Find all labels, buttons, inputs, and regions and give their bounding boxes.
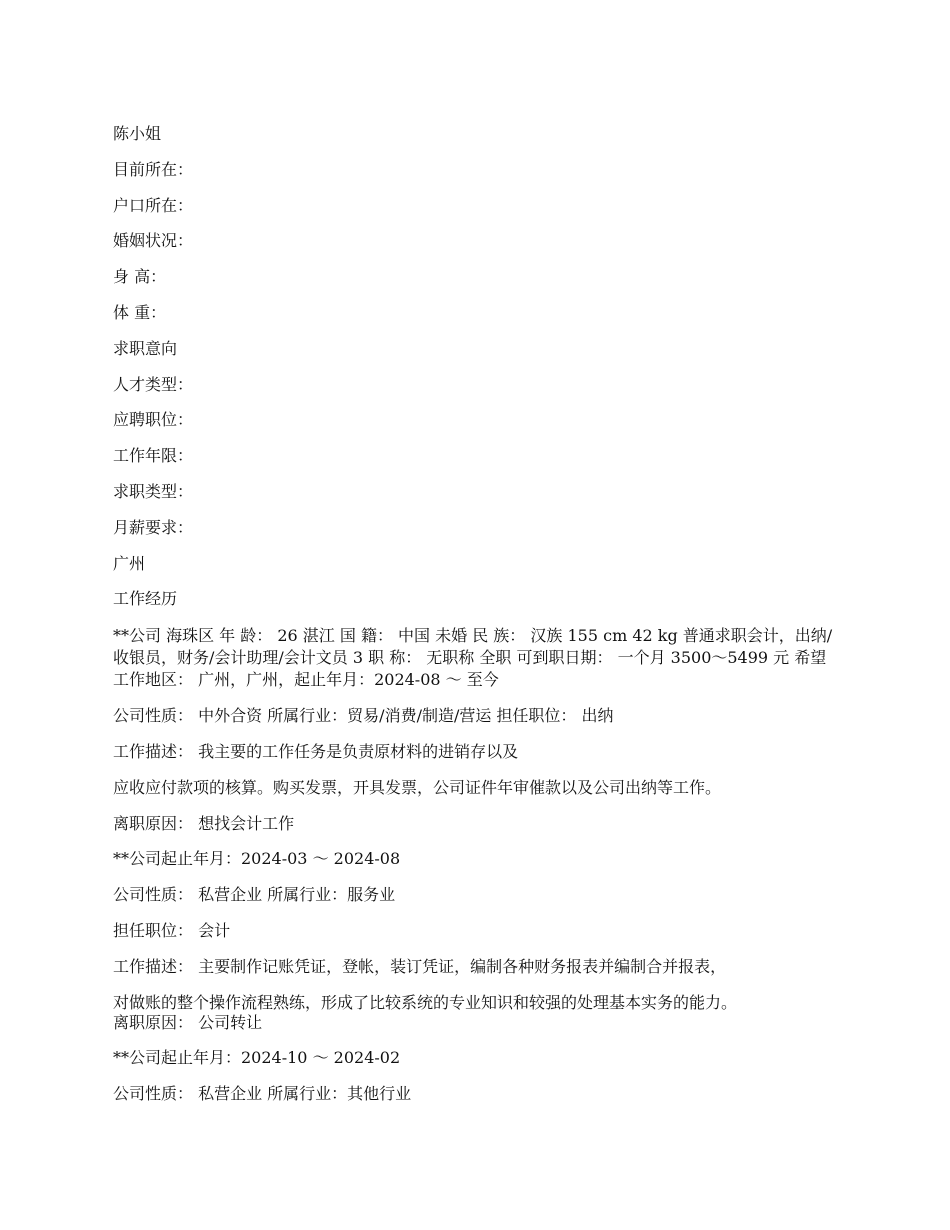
job-2-period: **公司起止年月：2024-03 ～ 2024-08 [113,849,401,869]
current-location-label: 目前所在： [113,159,194,179]
talent-type-label: 人才类型： [113,374,194,394]
job-1-description-line-1: 工作描述： 我主要的工作任务是负责原材料的进销存以及 [113,741,519,761]
job-1-summary: **公司 海珠区 年 龄： 26 湛江 国 籍： 中国 未婚 民 族： 汉族 155 cm 42 kg 普通求职会计，出纳/收银员，财务/会计助理/会计文员 3 职 称： 无职称 全职 可到职日期： 一个月 3500～5499 元 希望工作地区： 广州，广州，起止年月：2024-08 ～ 至今 [113,626,833,690]
job-2-role: 担任职位： 会计 [113,920,231,940]
job-3-period: **公司起止年月：2024-10 ～ 2024-02 [113,1048,401,1068]
height-label: 身 高： [113,267,167,287]
job-1-leave-reason: 离职原因： 想找会计工作 [113,813,295,833]
job-2-description-line-2: 对做账的整个操作流程熟练，形成了比较系统的专业知识和较强的处理基本实务的能力。 [113,992,738,1012]
job-type-label: 求职类型： [113,481,194,501]
job-2-nature: 公司性质： 私营企业 所属行业：服务业 [113,885,396,905]
job-3-nature: 公司性质： 私营企业 所属行业：其他行业 [113,1084,412,1104]
desired-location: 广州 [113,553,146,573]
work-experience-heading: 工作经历 [113,589,178,609]
hukou-label: 户口所在： [113,195,194,215]
work-years-label: 工作年限： [113,446,194,466]
position-label: 应聘职位： [113,410,194,430]
job-2-leave-reason: 离职原因： 公司转让 [113,1012,263,1032]
weight-label: 体 重： [113,302,167,322]
salary-label: 月薪要求： [113,517,194,537]
resume-document [113,124,833,1120]
applicant-name: 陈小姐 [113,124,162,143]
marital-status-label: 婚姻状况： [113,231,194,251]
job-1-nature: 公司性质： 中外合资 所属行业：贸易/消费/制造/营运 担任职位： 出纳 [113,706,614,726]
job-2-description-line-1: 工作描述： 主要制作记账凭证，登帐，装订凭证，编制各种财务报表并编制合并报表， [113,956,727,976]
job-1-description-line-2: 应收应付款项的核算。购买发票，开具发票，公司证件年审催款以及公司出纳等工作。 [113,777,722,797]
job-intent-heading: 求职意向 [113,338,178,358]
